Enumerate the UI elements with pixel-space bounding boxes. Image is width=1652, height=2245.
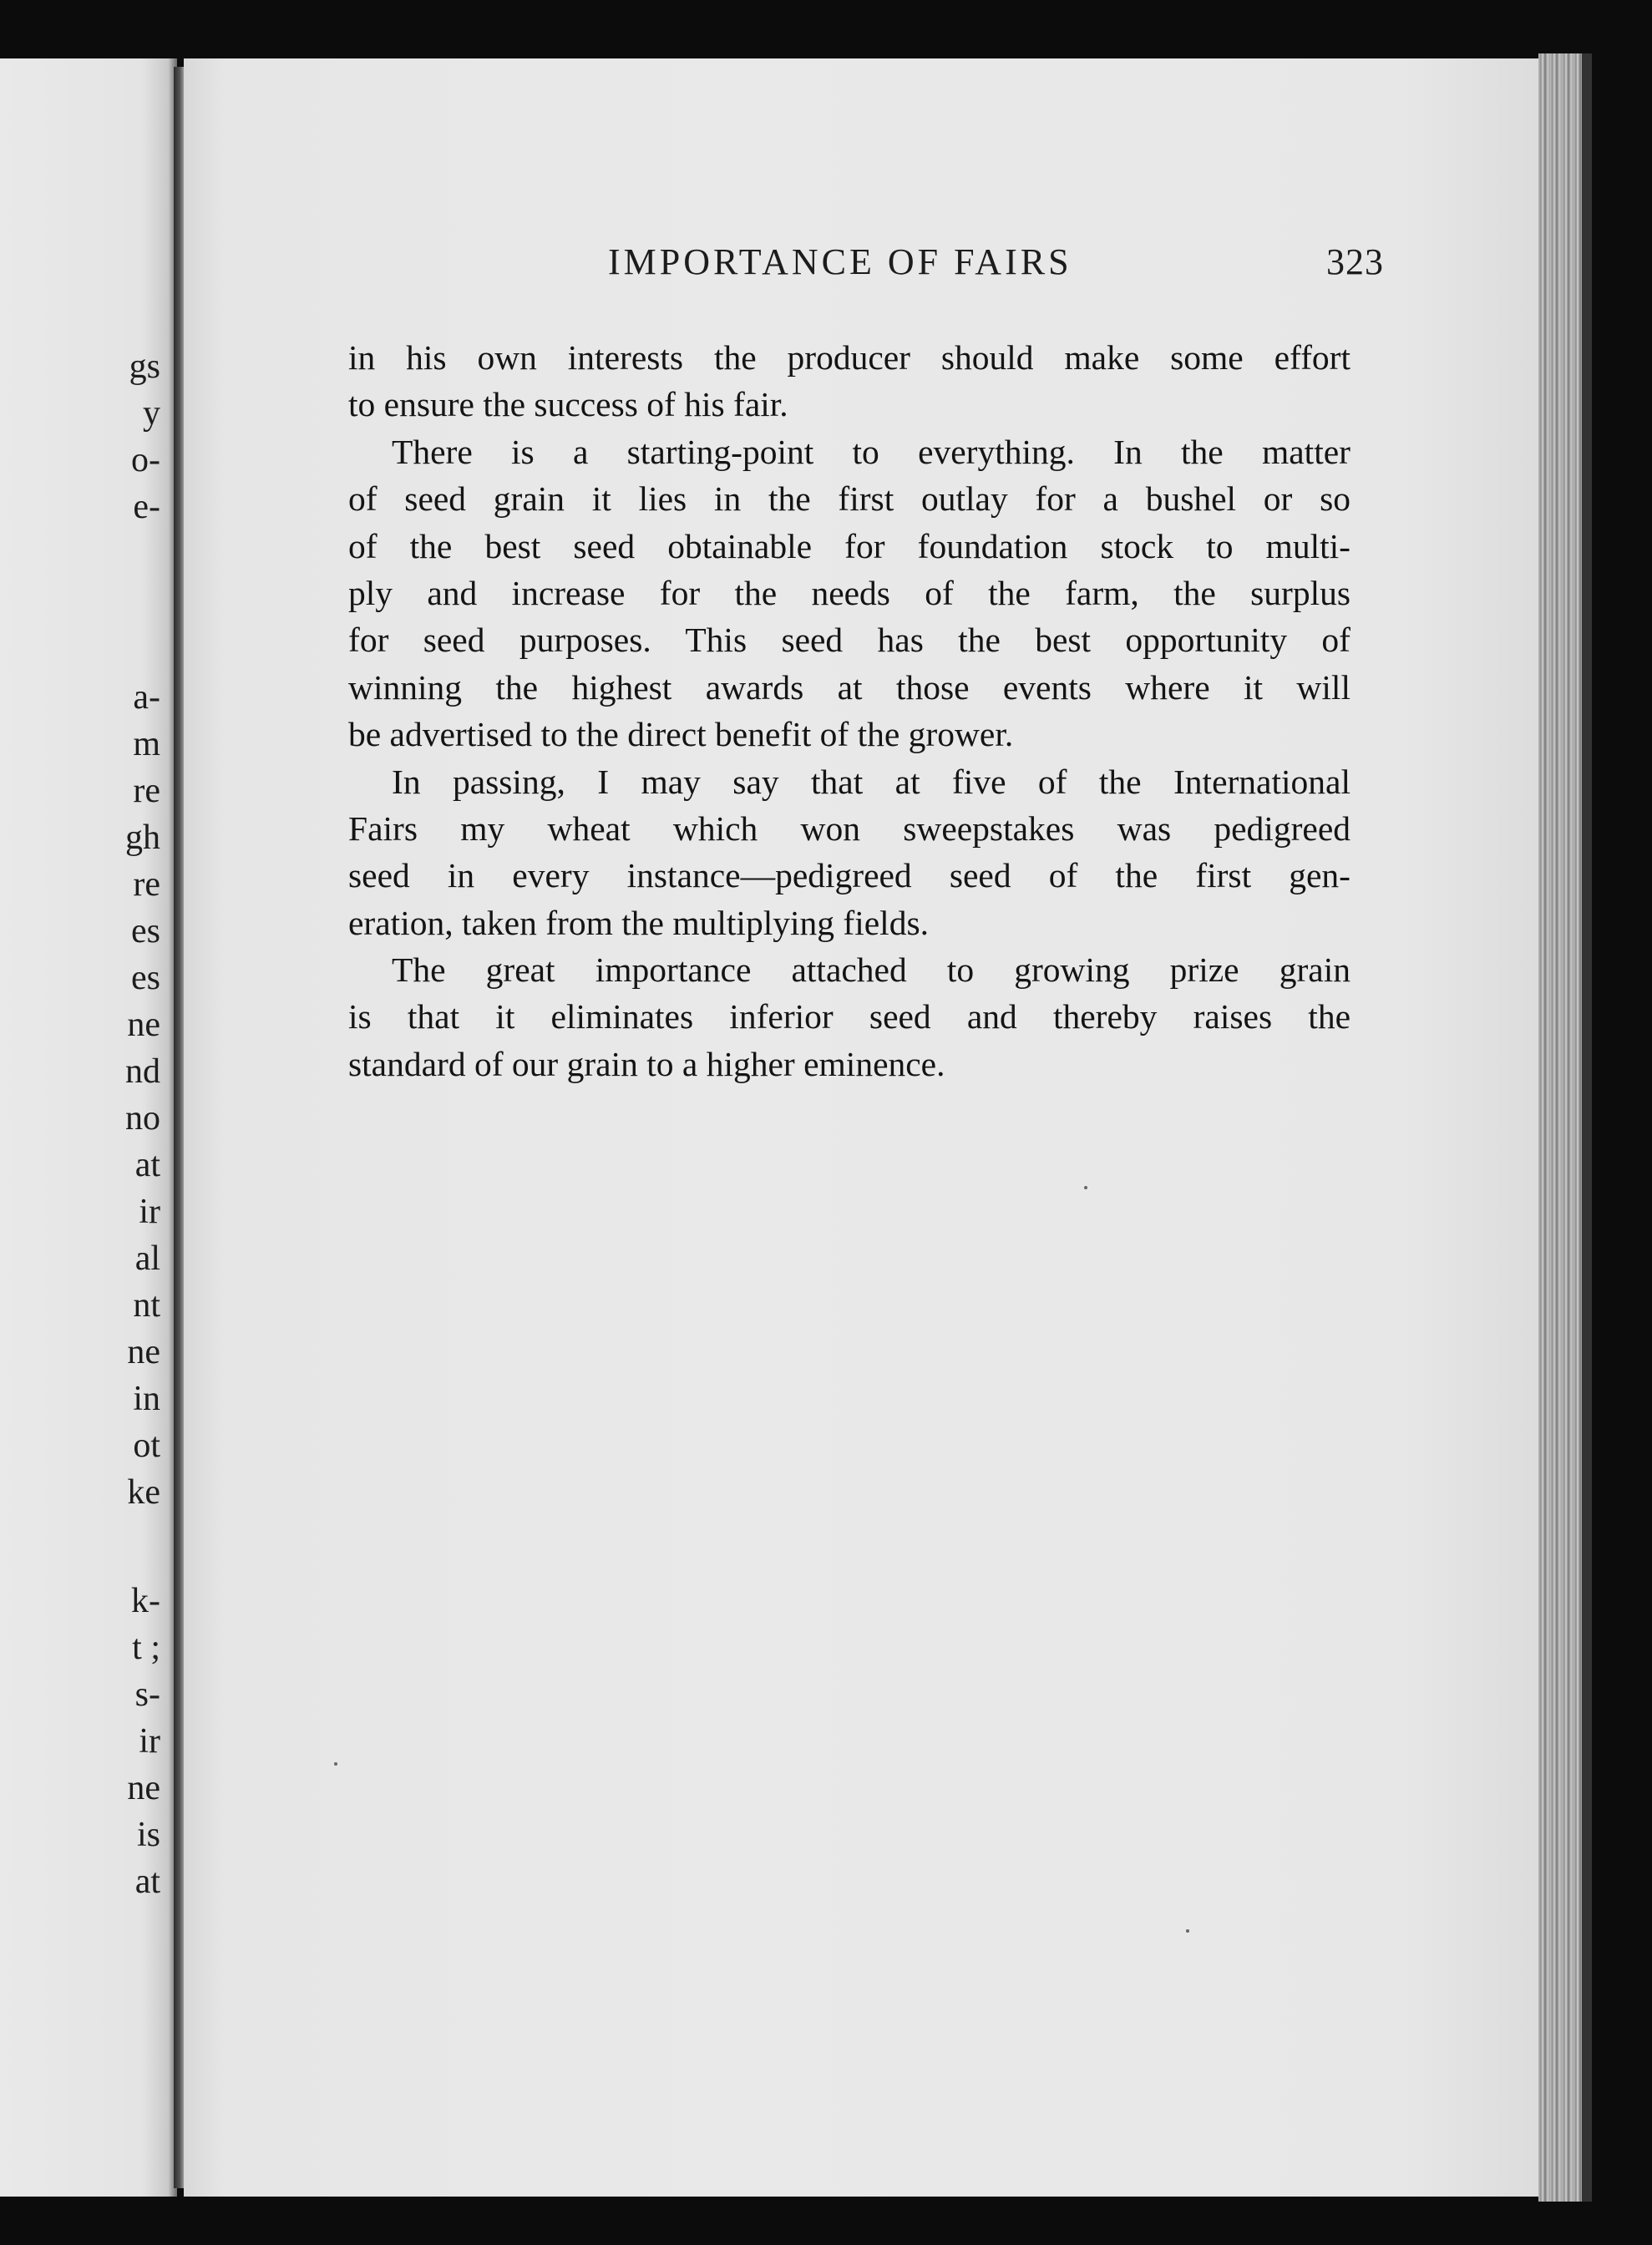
left-fragment: a-: [133, 678, 160, 717]
left-fragment: re: [133, 865, 160, 904]
left-fragment: y: [143, 394, 160, 433]
text-line: Fairs my wheat which won sweepstakes was pedigreed: [348, 808, 1350, 848]
text-line: of seed grain it lies in the first outlay for a bushel or so: [348, 479, 1350, 519]
text-line: standard of our grain to a higher eminence.: [348, 1044, 945, 1083]
left-fragment: gh: [125, 818, 160, 857]
left-fragment: es: [131, 959, 160, 997]
left-fragment: k-: [131, 1582, 160, 1620]
text-line: seed in every instance—pedigreed seed of the first gen-: [348, 856, 1350, 895]
text-line: The great importance attached to growing prize grain: [392, 950, 1350, 990]
running-header-title: IMPORTANCE OF FAIRS: [608, 241, 1072, 282]
text-line: in his own interests the producer should make some effort: [348, 338, 1350, 377]
left-fragment: gs: [129, 347, 160, 386]
text-line: of the best seed obtainable for foundation stock to multi-: [348, 526, 1350, 565]
text-line: ply and increase for the needs of the farm, the surplus: [348, 573, 1350, 612]
left-fragment: in: [133, 1380, 160, 1418]
left-fragment: ir: [139, 1193, 160, 1231]
left-fragment: ne: [127, 1333, 160, 1371]
left-fragment: at: [134, 1862, 160, 1901]
page-stack-edge: [1538, 53, 1585, 2202]
text-line: eration, taken from the multiplying fields.: [348, 903, 929, 942]
page-number: 323: [1326, 241, 1384, 282]
body-text: [348, 334, 1350, 1087]
left-fragment: nt: [133, 1286, 160, 1325]
left-fragment: e-: [133, 488, 160, 526]
text-line: In passing, I may say that at five of the International: [392, 762, 1350, 801]
paper-speck: [334, 1762, 337, 1766]
left-fragment: no: [125, 1099, 160, 1138]
left-fragment: nd: [125, 1052, 160, 1091]
right-page: [184, 58, 1538, 2197]
text-line: winning the highest awards at those events where it will: [348, 667, 1350, 707]
left-fragment: ne: [127, 1769, 160, 1807]
left-fragment: m: [133, 725, 160, 763]
text-line: There is a starting-point to everything. In the matter: [392, 432, 1350, 471]
left-fragment: al: [134, 1239, 160, 1278]
text-line: is that it eliminates inferior seed and thereby raises the: [348, 997, 1350, 1036]
left-fragment: t ;: [132, 1629, 160, 1667]
left-fragment: ne: [127, 1006, 160, 1044]
text-line: be advertised to the direct benefit of the grower.: [348, 715, 1014, 754]
paper-speck: [1084, 1186, 1087, 1189]
text-line: to ensure the success of his fair.: [348, 385, 788, 424]
running-header: [184, 241, 1538, 311]
left-fragment: ot: [133, 1427, 160, 1465]
left-fragment: at: [134, 1146, 160, 1184]
left-fragment: re: [133, 772, 160, 810]
left-fragment: o-: [131, 441, 160, 479]
paper-speck: [1186, 1929, 1189, 1933]
left-fragment: s-: [134, 1675, 160, 1714]
left-fragment: es: [131, 912, 160, 950]
left-fragment: ir: [139, 1722, 160, 1761]
left-page-fragment: [0, 58, 177, 2197]
book-gutter: [174, 67, 184, 2188]
text-line: for seed purposes. This seed has the best opportunity of: [348, 621, 1350, 660]
left-fragment: ke: [127, 1473, 160, 1512]
left-fragment: is: [136, 1816, 160, 1854]
